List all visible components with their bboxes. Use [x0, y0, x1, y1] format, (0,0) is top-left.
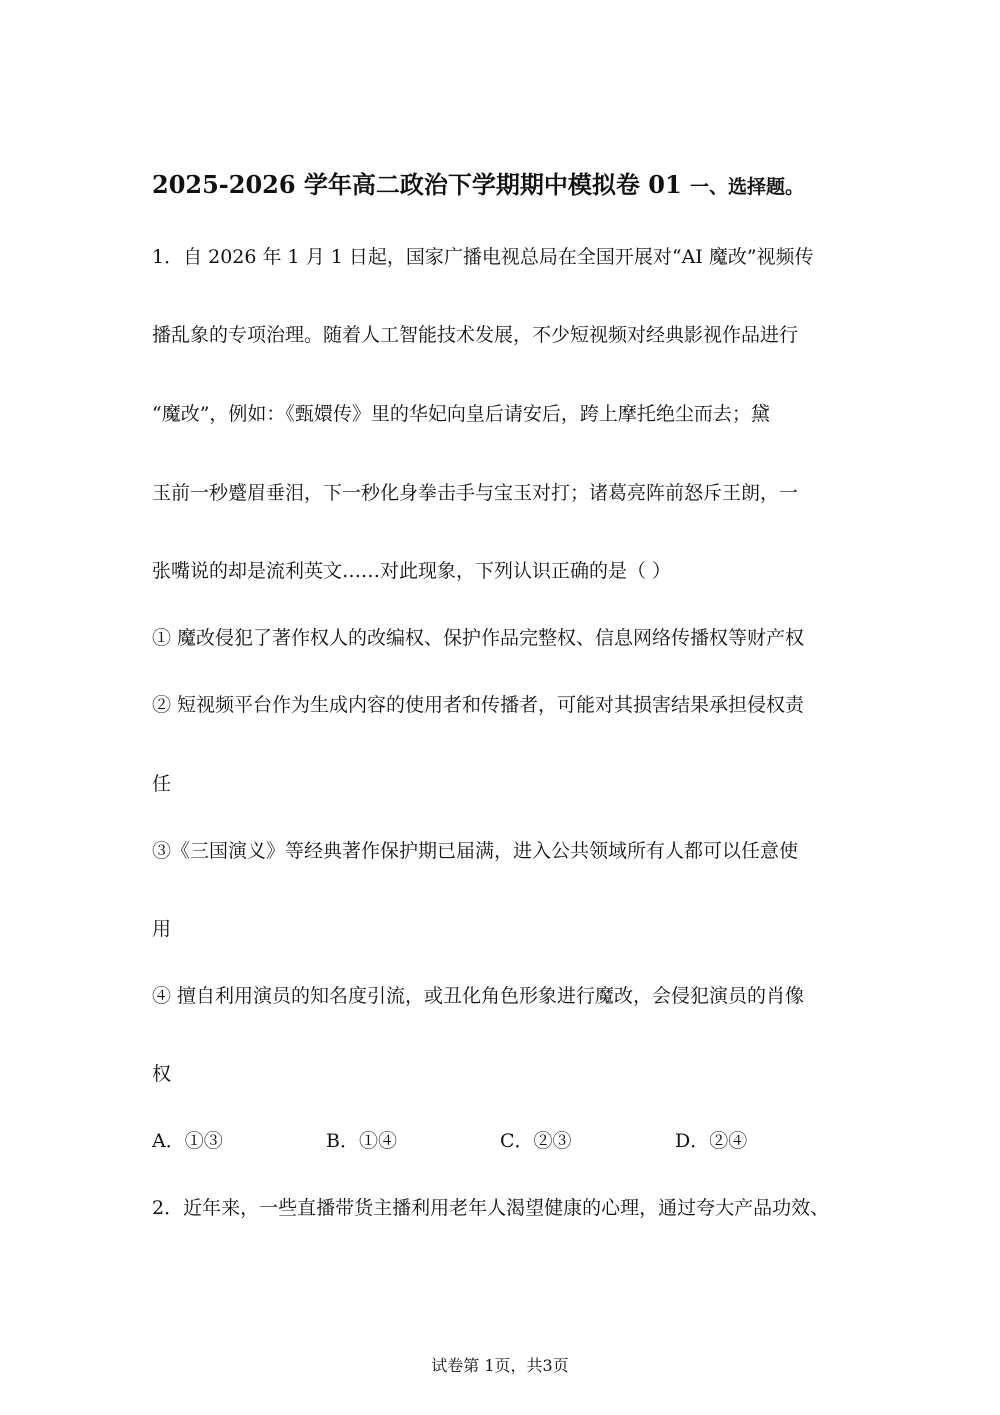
- q1-option-a: A．①③: [152, 1130, 223, 1152]
- q1-stem-line: 玉前一秒蹙眉垂泪，下一秒化身拳击手与宝玉对打；诸葛亮阵前怒斥王朗，一: [152, 482, 799, 504]
- q2-stem-line: 2．近年来，一些直播带货主播利用老年人渴望健康的心理，通过夸大产品功效、: [152, 1197, 830, 1219]
- q1-option-d: D．②④: [675, 1130, 748, 1152]
- q1-statement-3-cont: 用: [152, 918, 172, 940]
- q1-option-b: B．①④: [326, 1130, 397, 1152]
- q1-statement-1: ① 魔改侵犯了著作权人的改编权、保护作品完整权、信息网络传播权等财产权: [152, 627, 805, 649]
- page-footer: 试卷第 1页，共3页: [431, 1356, 569, 1375]
- q1-option-c: C．②③: [500, 1130, 572, 1152]
- q1-statement-2-cont: 任: [152, 773, 172, 795]
- section-heading: 一、选择题。: [690, 176, 805, 198]
- q1-statement-3: ③《三国演义》等经典著作保护期已届满，进入公共领域所有人都可以任意使: [152, 840, 799, 862]
- q1-statement-4-cont: 权: [152, 1063, 172, 1085]
- exam-title: [152, 170, 804, 202]
- q1-statement-2: ② 短视频平台作为生成内容的使用者和传播者，可能对其损害结果承担侵权责: [152, 694, 805, 716]
- q1-statement-4: ④ 擅自利用演员的知名度引流，或丑化角色形象进行魔改，会侵犯演员的肖像: [152, 985, 805, 1007]
- q1-stem-line: 播乱象的专项治理。随着人工智能技术发展，不少短视频对经典影视作品进行: [152, 324, 799, 346]
- exam-title-text: 2025-2026 学年高二政治下学期期中模拟卷 01: [152, 170, 682, 199]
- q1-stem-line: 张嘴说的却是流利英文……对此现象，下列认识正确的是（ ）: [152, 560, 672, 582]
- q1-stem-line: “魔改”，例如：《甄嬛传》里的华妃向皇后请安后，跨上摩托绝尘而去；黛: [152, 403, 770, 425]
- q1-stem-line: 1．自 2026 年 1 月 1 日起，国家广播电视总局在全国开展对“AI 魔改”视频传: [152, 246, 814, 268]
